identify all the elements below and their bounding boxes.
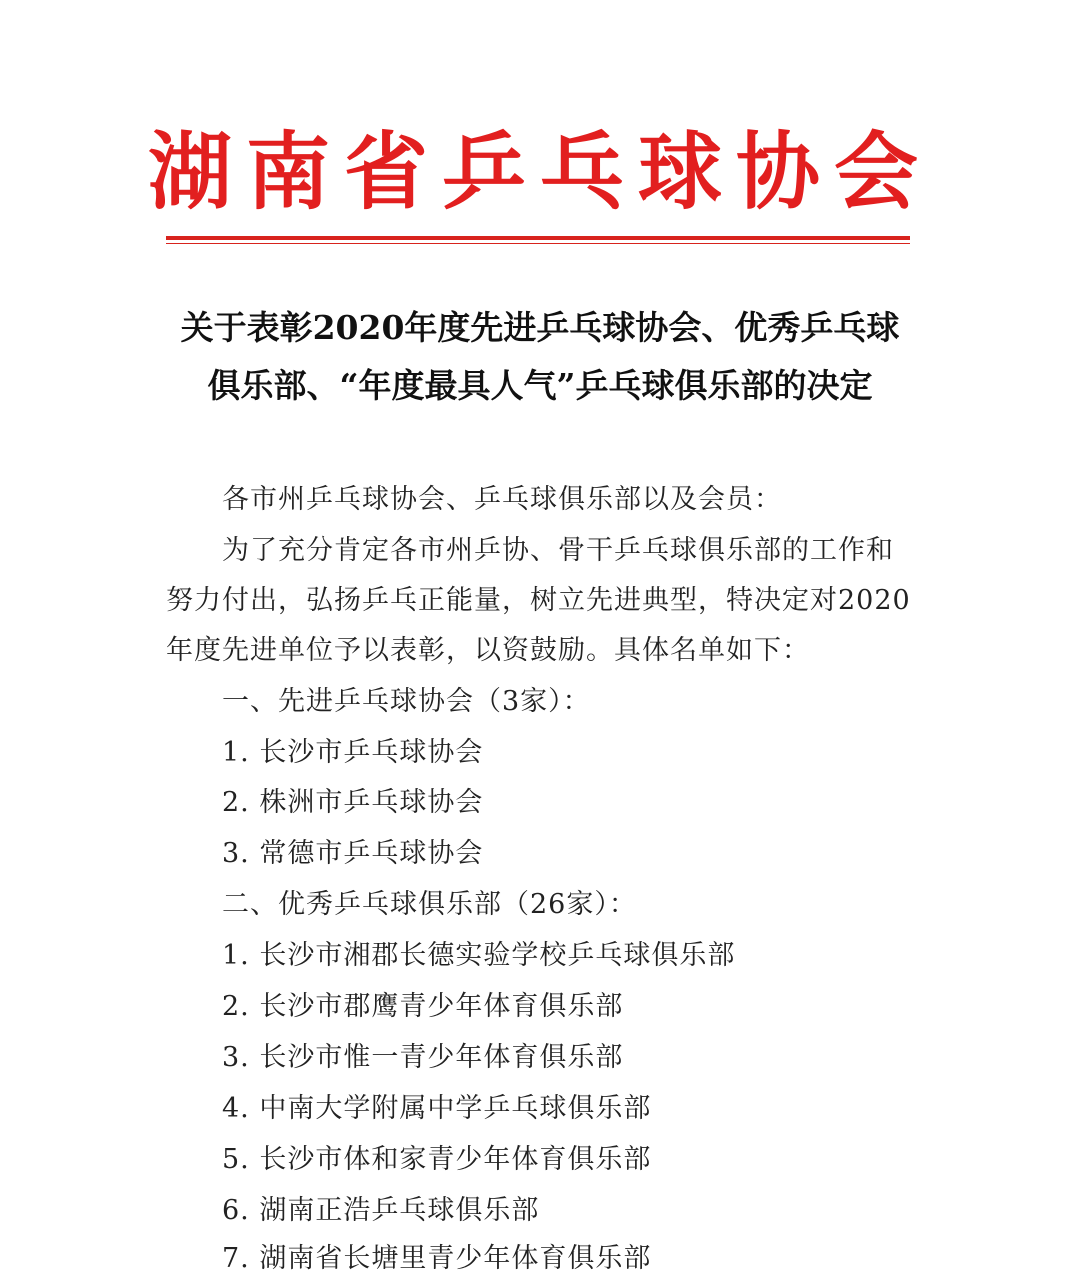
body-line: 年度先进单位予以表彰，以资鼓励。具体名单如下： (166, 635, 810, 666)
red-divider-line-thin (166, 243, 910, 244)
list-item: 4. 中南大学附属中学乒乓球俱乐部 (222, 1093, 652, 1124)
body-line: 为了充分肯定各市州乒协、骨干乒乓球俱乐部的工作和 (222, 535, 894, 566)
document-title-line-1: 关于表彰2020年度先进乒乓球协会、优秀乒乓球 (180, 308, 900, 347)
list-item: 7. 湖南省长塘里青少年体育俱乐部 (222, 1243, 652, 1274)
list-item: 1. 长沙市乒乓球协会 (222, 737, 484, 768)
section-heading-associations: 一、先进乒乓球协会（3家）： (222, 686, 591, 717)
section-heading-clubs: 二、优秀乒乓球俱乐部（26家）： (222, 889, 637, 920)
list-item: 1. 长沙市湘郡长德实验学校乒乓球俱乐部 (222, 940, 736, 971)
list-item: 3. 常德市乒乓球协会 (222, 838, 484, 869)
list-item: 3. 长沙市惟一青少年体育俱乐部 (222, 1042, 624, 1073)
list-item: 2. 长沙市郡鹰青少年体育俱乐部 (222, 991, 624, 1022)
document-title-line-2: 俱乐部、“年度最具人气”乒乓球俱乐部的决定 (207, 366, 873, 405)
list-item: 2. 株洲市乒乓球协会 (222, 787, 484, 818)
organization-name: 湖南省乒乓球协会 (147, 122, 932, 221)
salutation: 各市州乒乓球协会、乒乓球俱乐部以及会员： (222, 484, 782, 515)
body-line: 努力付出，弘扬乒乓正能量，树立先进典型，特决定对2020 (166, 585, 911, 616)
list-item: 6. 湖南正浩乒乓球俱乐部 (222, 1195, 540, 1226)
list-item: 5. 长沙市体和家青少年体育俱乐部 (222, 1144, 652, 1175)
red-divider-line (166, 236, 910, 240)
